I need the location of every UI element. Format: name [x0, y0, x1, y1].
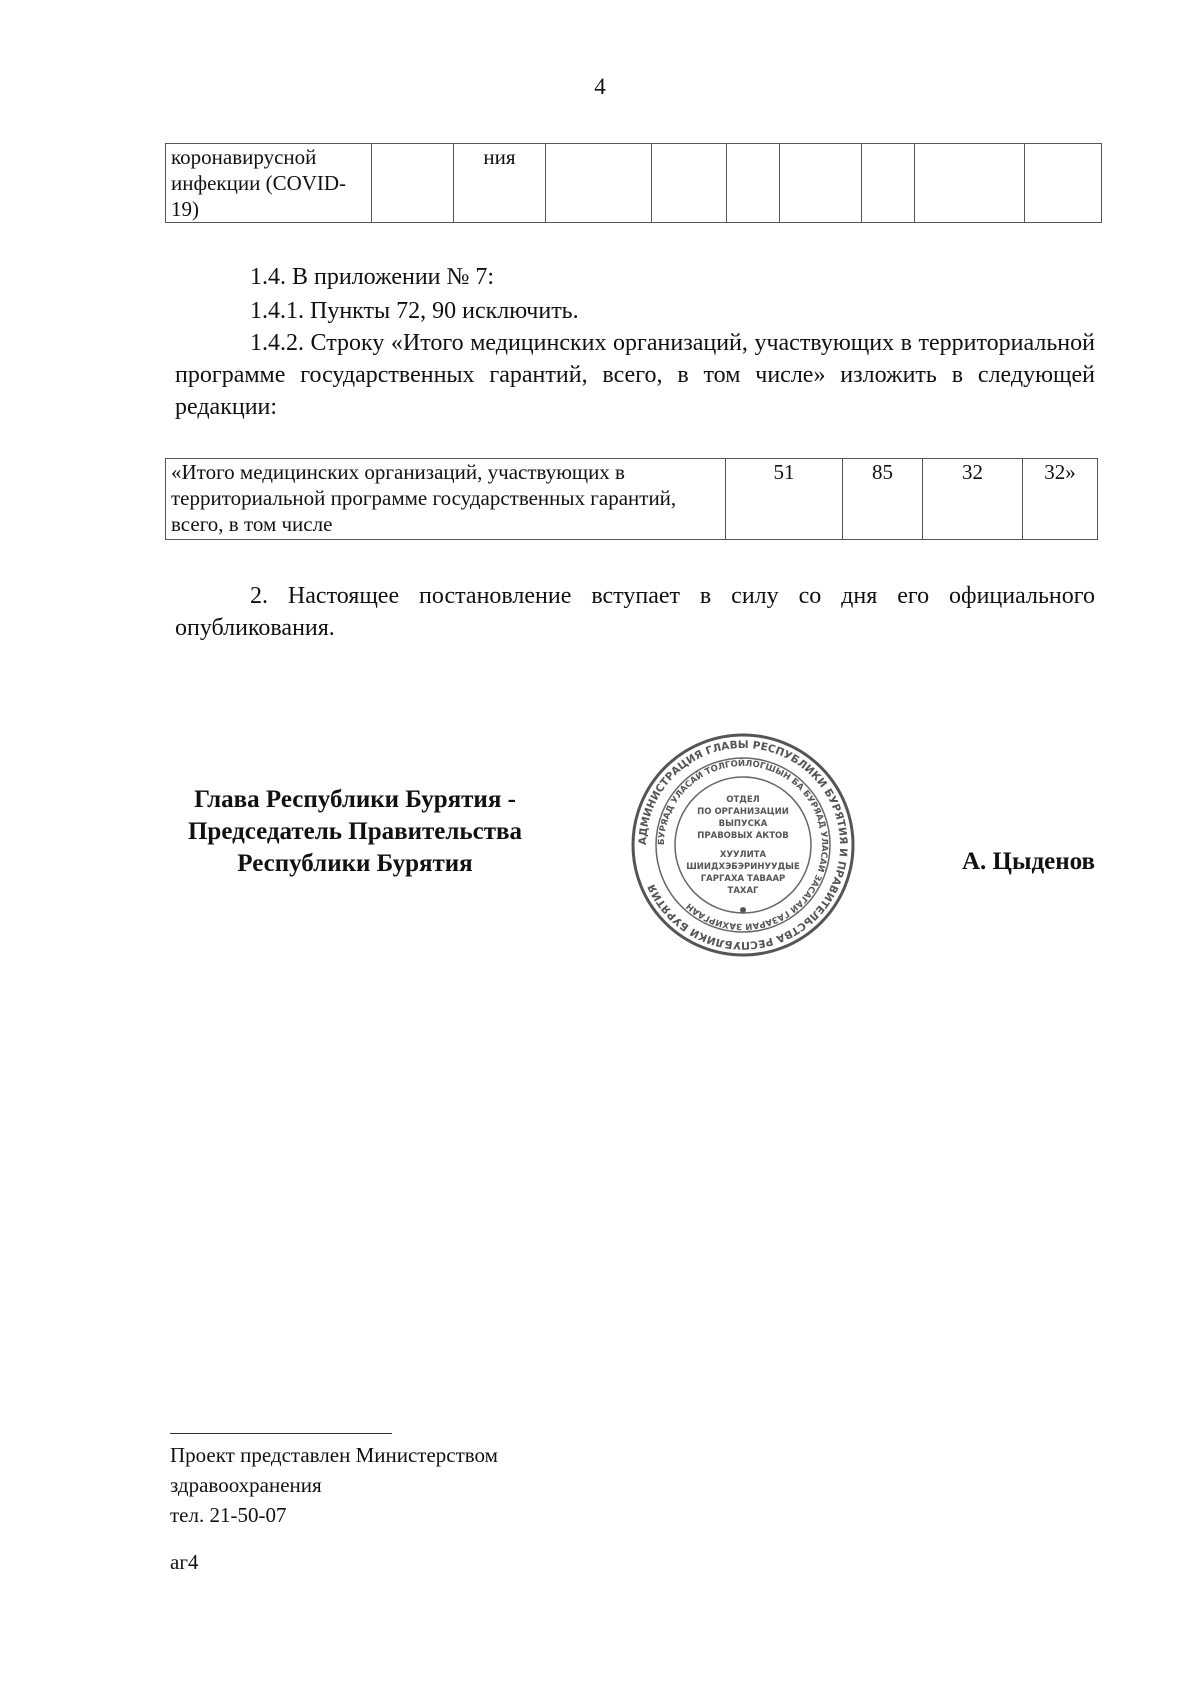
signature-title — [150, 784, 560, 880]
seal-center-line: ГАРГАХА ТАВААР — [700, 874, 786, 884]
table-cell-value: 32» — [1023, 459, 1098, 540]
signature-title-line: Председатель Правительства — [187, 818, 523, 845]
paragraph: 1.4.1. Пункты 72, 90 исключить. — [250, 298, 579, 324]
seal-center-line: ОТДЕЛ — [726, 795, 760, 805]
seal-center-line: ВЫПУСКА — [718, 819, 768, 829]
table-cell — [372, 144, 454, 223]
table-cell — [862, 144, 915, 223]
signature-title-line: Глава Республики Бурятия - — [194, 786, 516, 813]
table-cell — [780, 144, 862, 223]
seal-dot — [740, 907, 746, 913]
table-cell-value: 51 — [726, 459, 843, 540]
footnote — [170, 1440, 498, 1530]
table-cell — [652, 144, 727, 223]
table-cell-value: 85 — [843, 459, 923, 540]
footnote-line: здравоохранения — [170, 1473, 322, 1497]
paragraph: 1.4. В приложении № 7: — [250, 264, 495, 290]
table-row — [166, 144, 1102, 223]
seal-center-line: ПРАВОВЫХ АКТОВ — [697, 831, 789, 841]
seal-center-line: ХУУЛИТА — [719, 850, 767, 860]
footnote-line: Проект представлен Министерством — [170, 1443, 498, 1467]
continued-table — [165, 143, 1102, 223]
signature-title-line: Республики Бурятия — [237, 850, 473, 877]
official-seal — [628, 730, 858, 960]
table-cell: ния — [454, 144, 546, 223]
table-cell — [1025, 144, 1102, 223]
table-cell — [546, 144, 652, 223]
signatory-name: А. Цыденов — [961, 848, 1095, 875]
table-cell — [915, 144, 1025, 223]
footnote-line: тел. 21-50-07 — [170, 1503, 287, 1527]
footnote-divider — [170, 1433, 392, 1434]
seal-center-line: ПО ОРГАНИЗАЦИИ — [697, 807, 789, 817]
paragraph: 2. Настоящее постановление вступает в силу со дня его официального опубликования. — [175, 583, 1095, 641]
document-code: аг4 — [170, 1550, 199, 1574]
seal-middle-ring — [656, 758, 830, 932]
table-cell: коронавирусной инфекции (COVID-19) — [166, 144, 372, 223]
table-cell-label: «Итого медицинских организаций, участвующих в территориальной программе государственных гарантий, всего, в том числе — [166, 459, 726, 540]
seal-outer-text: АДМИНИСТРАЦИЯ ГЛАВЫ РЕСПУБЛИКИ БУРЯТИЯ И ПРАВИТЕЛЬСТВА РЕСПУБЛИКИ БУРЯТИЯ — [636, 738, 850, 952]
seal-center-line: ШИИДХЭБЭРИНУУДЫЕ — [686, 862, 800, 872]
paragraph: 1.4.2. Строку «Итого медицинских организаций, участвующих в территориальной программе государственных гарантий, всего, в том числе» изложить в следующей редакции: — [175, 330, 1095, 420]
seal-center-line: ТАХАГ — [727, 886, 759, 896]
seal-inner-text: БУРЯАД УЛАСАЙ ТОЛГОЙЛОГШЫН БА БУРЯАД УЛАСАЙ ЗАСАГАЙ ГАЗАРАЙ ЗАХИРГААН — [656, 758, 830, 932]
table-cell-value: 32 — [923, 459, 1023, 540]
total-row-table — [165, 458, 1098, 540]
table-cell — [727, 144, 780, 223]
table-row — [166, 459, 1098, 540]
page-number: 4 — [594, 74, 606, 99]
